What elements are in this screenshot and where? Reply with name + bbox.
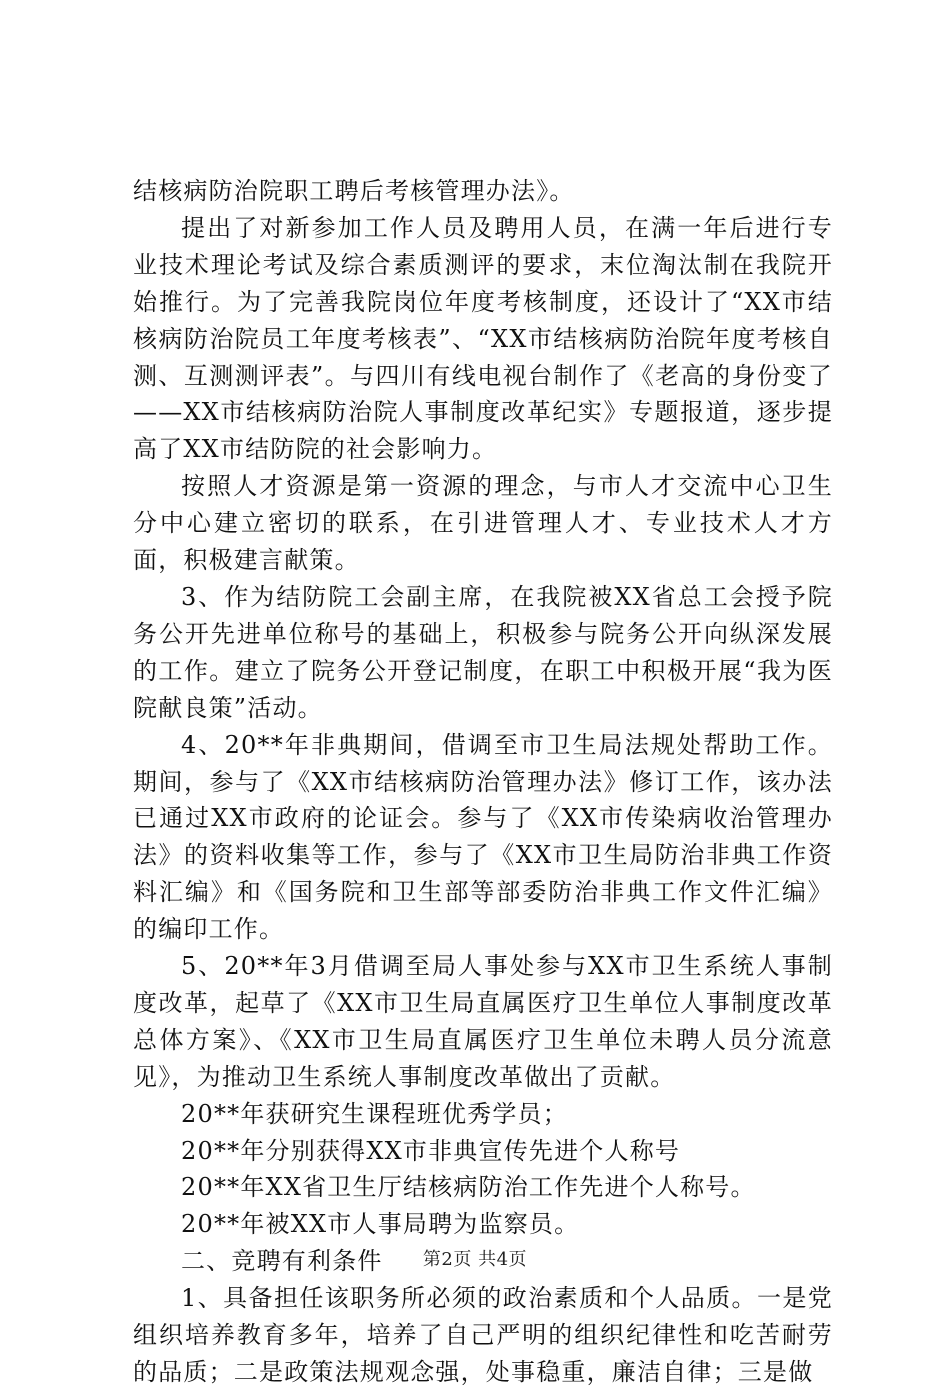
paragraph-2: 提出了对新参加工作人员及聘用人员，在满一年后进行专业技术理论考试及综合素质测评的要求，末位淘汰制在我院开始推行。为了完善我院岗位年度考核制度，还设计了“XX市结核病防治院员工年度考核表”、“XX市结核病防治院年度考核自测、互测测评表”。与四川有线电视台制作了《老高的身份变了——XX市结核病防治院人事制度改革纪实》专题报道，逐步提高了XX市结防院的社会影响力。: [133, 213, 833, 464]
section-heading: 二、竞聘有利条件: [181, 1247, 383, 1276]
paragraph-4: 3、作为结防院工会副主席，在我院被XX省总工会授予院务公开先进单位称号的基础上，积极参与院务公开向纵深发展的工作。建立了院务公开登记制度，在职工中积极开展“我为医院献良策”活动。: [133, 582, 833, 722]
page-number-footer: 第2页 共4页: [422, 1249, 528, 1270]
paragraph-7: 1、具备担任该职务所必须的政治素质和个人品质。一是党组织培养教育多年，培养了自己严明的组织纪律性和吃苦耐劳的品质；二是政策法规观念强，处事稳重，廉洁自律；三是做: [133, 1284, 833, 1386]
award-line-4: 20**年被XX市人事局聘为监察员。: [181, 1210, 580, 1239]
document-body: [133, 173, 833, 1391]
award-line-2: 20**年分别获得XX市非典宣传先进个人称号: [181, 1136, 681, 1165]
paragraph-3: 按照人才资源是第一资源的理念，与市人才交流中心卫生分中心建立密切的联系，在引进管理人才、专业技术人才方面，积极建言献策。: [133, 472, 833, 575]
award-line-1: 20**年获研究生课程班优秀学员；: [181, 1099, 568, 1128]
paragraph-5: 4、20**年非典期间，借调至市卫生局法规处帮助工作。期间，参与了《XX市结核病防治管理办法》修订工作，该办法已通过XX市政府的论证会。参与了《XX市传染病收治管理办法》的资料收集等工作，参与了《XX市卫生局防治非典工作资料汇编》和《国务院和卫生部等部委防治非典工作文件汇编》的编印工作。: [133, 730, 833, 944]
award-line-3: 20**年XX省卫生厅结核病防治工作先进个人称号。: [181, 1173, 756, 1202]
paragraph-1: 结核病防治院职工聘后考核管理办法》。: [133, 177, 575, 205]
paragraph-6: 5、20**年3月借调至局人事处参与XX市卫生系统人事制度改革，起草了《XX市卫生局直属医疗卫生单位人事制度改革总体方案》、《XX市卫生局直属医疗卫生单位未聘人员分流意见》，为推动卫生系统人事制度改革做出了贡献。: [133, 952, 833, 1091]
